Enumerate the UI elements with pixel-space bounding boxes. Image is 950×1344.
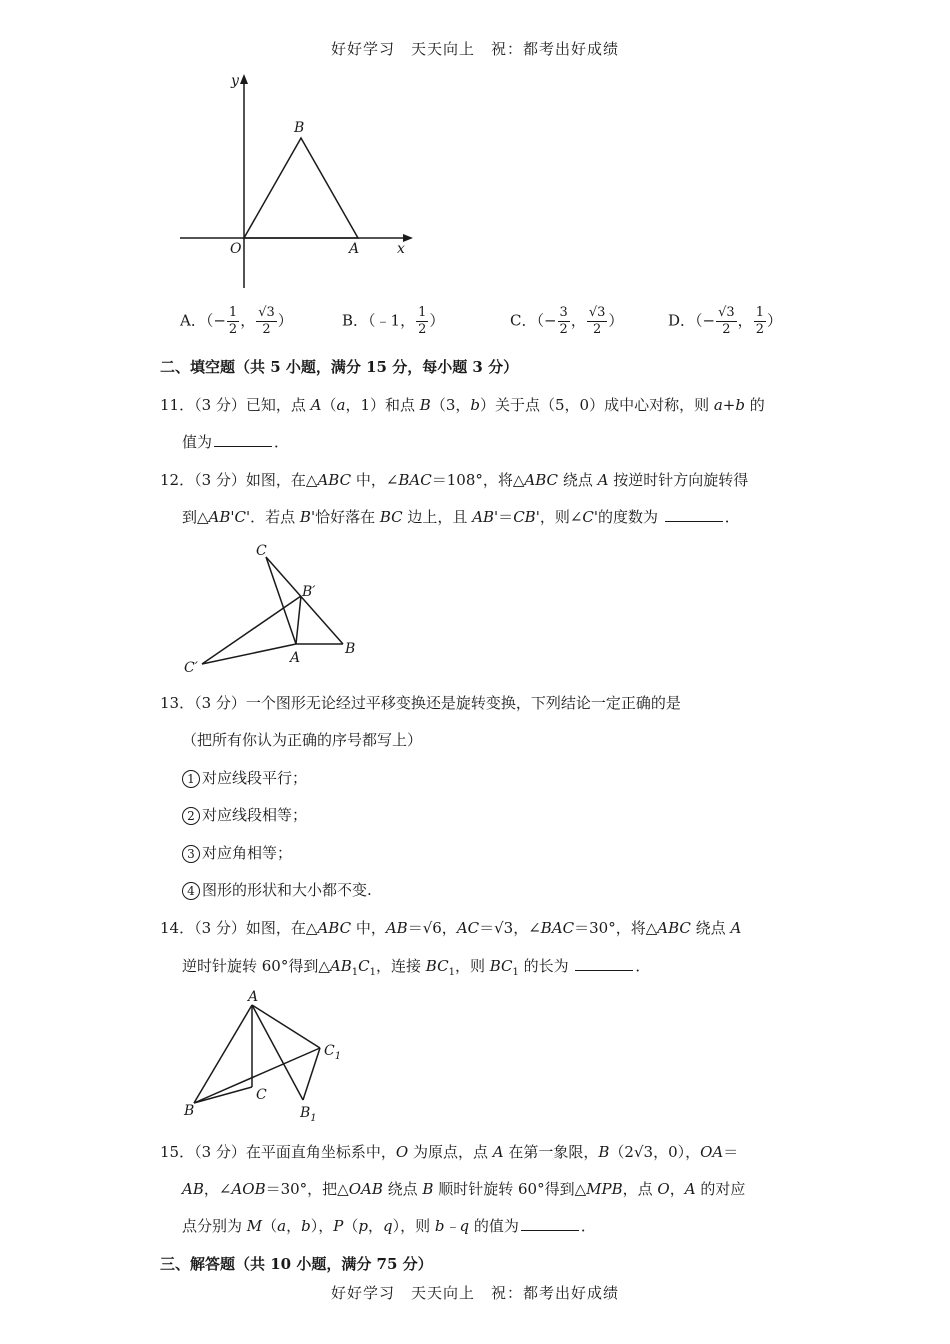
- option-b: B．（﹣1， $\frac{1}{2}$ ）: [342, 305, 445, 337]
- q11-line2: 值为 ．: [182, 433, 290, 451]
- figure-rotation-ab1c1: [180, 985, 360, 1125]
- label-a: A: [290, 650, 301, 666]
- label-a: A: [349, 241, 360, 257]
- page-header: 好好学习 天天向上 祝：都考出好成绩: [330, 40, 619, 58]
- y-axis-arrow: [240, 74, 248, 84]
- q11-line1: 11．（3 分）已知，点 A（a，1）和点 B（3，b）关于点（5，0）成中心对称，则 a+b 的: [160, 396, 765, 414]
- option-a: A．（− $\frac{1}{2}$ ， $\frac{√3}{2}$ ）: [180, 305, 293, 337]
- triangle-oab: [244, 138, 358, 238]
- q12-answer-blank[interactable]: [665, 507, 723, 522]
- label-c: C: [256, 1087, 267, 1103]
- figure-rotation-abc: [180, 540, 370, 680]
- q13-item: 4 图形的形状和大小都不变.: [182, 879, 372, 900]
- label-a: A: [248, 989, 259, 1005]
- label-b1: $B_1$: [300, 1105, 317, 1124]
- label-y: y: [231, 73, 239, 89]
- figure-coordinate-triangle: [175, 68, 425, 293]
- q13-item: 1 对应线段平行；: [182, 767, 307, 788]
- q15-line2: AB，∠AOB＝30°，把△OAB 绕点 B 顺时针旋转 60°得到△MPB，点 O，A 的对应: [182, 1180, 746, 1198]
- label-c1: $C_1$: [324, 1043, 342, 1062]
- q12-line2: 到△AB'C'．若点 B'恰好落在 BC 边上，且 AB'＝CB'，则∠C'的度数为 ．: [182, 508, 740, 526]
- q14-line1: 14．（3 分）如图，在△ABC 中，AB＝√6，AC＝√3，∠BAC＝30°，将△ABC 绕点 A: [160, 919, 742, 937]
- label-x: x: [397, 241, 405, 257]
- q15-line1: 15．（3 分）在平面直角坐标系中，O 为原点，点 A 在第一象限，B（2√3，0），OA＝: [160, 1143, 739, 1161]
- q15-answer-blank[interactable]: [521, 1216, 579, 1231]
- section-3-title: 三、解答题（共 10 小题，满分 75 分）: [160, 1255, 433, 1273]
- q14-line2: 逆时针旋转 60°得到$\triangle AB_1C_1$，连接 $BC_1$，则 $BC_1$ 的长为 ．: [182, 957, 651, 978]
- label-b: B: [294, 120, 305, 136]
- q15-line3: 点分别为 M（a，b），P（p，q），则 b﹣q 的值为 ．: [182, 1217, 596, 1235]
- label-b-prime: B′: [302, 584, 316, 600]
- option-c: C．（− $\frac{3}{2}$ ， $\frac{√3}{2}$ ）: [510, 305, 624, 337]
- q13-line1: 13．（3 分）一个图形无论经过平移变换还是旋转变换，下列结论一定正确的是: [160, 694, 681, 712]
- page-footer: 好好学习 天天向上 祝：都考出好成绩: [330, 1284, 619, 1302]
- label-c-prime: C′: [184, 660, 198, 676]
- q13-line2: （把所有你认为正确的序号都写上）: [182, 731, 423, 749]
- label-b: B: [345, 641, 356, 657]
- q14-answer-blank[interactable]: [575, 956, 633, 971]
- q12-line1: 12．（3 分）如图，在△ABC 中，∠BAC＝108°，将△ABC 绕点 A 按逆时针方向旋转得: [160, 471, 749, 489]
- label-b: B: [184, 1103, 195, 1119]
- q13-item: 2 对应线段相等；: [182, 804, 307, 825]
- option-d: D．（− $\frac{√3}{2}$ ， $\frac{1}{2}$ ）: [668, 305, 782, 337]
- q11-answer-blank[interactable]: [214, 432, 272, 447]
- label-c: C: [256, 543, 267, 559]
- q13-item: 3 对应角相等；: [182, 842, 292, 863]
- section-2-title: 二、填空题（共 5 小题，满分 15 分，每小题 3 分）: [160, 358, 519, 376]
- label-o: O: [230, 241, 242, 257]
